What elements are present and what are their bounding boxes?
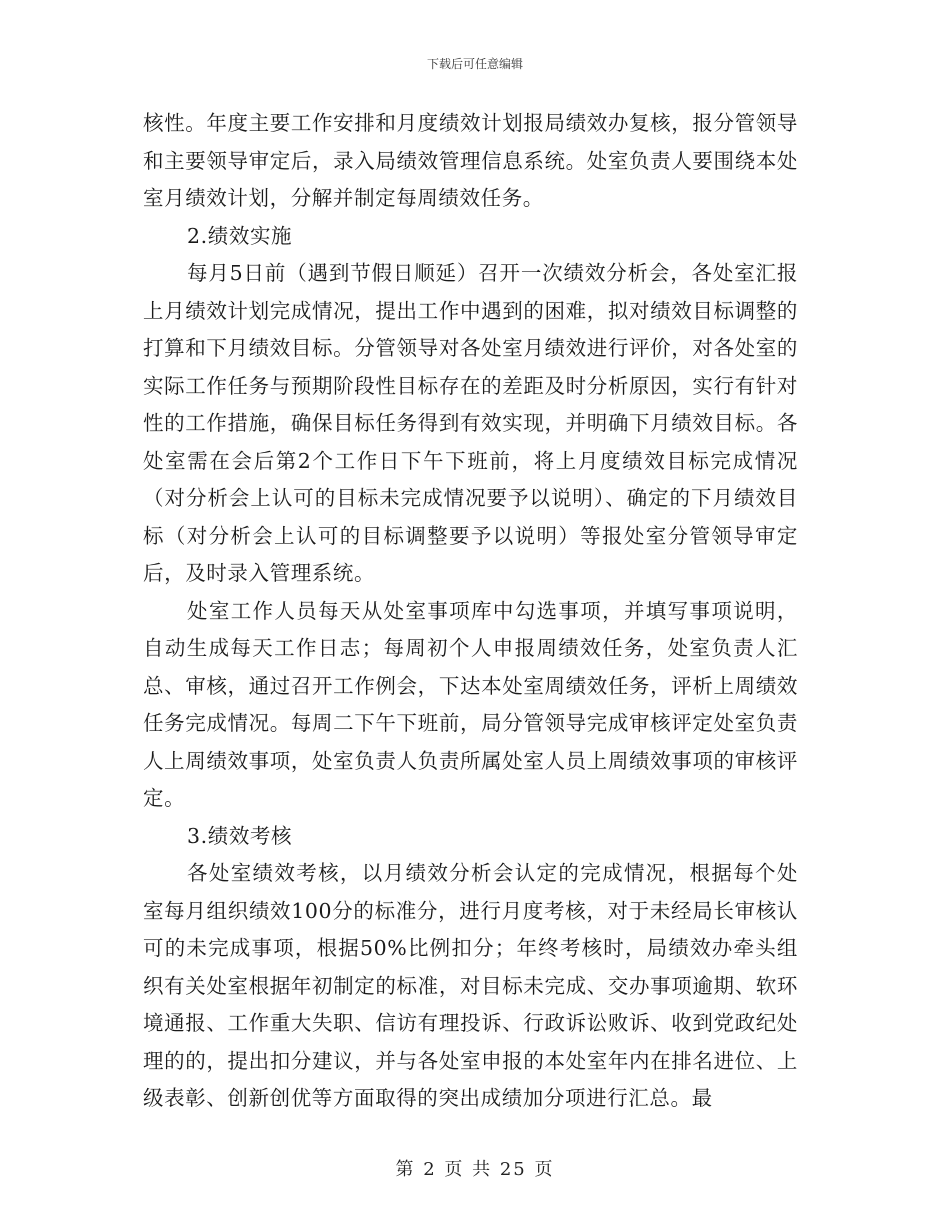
section-heading-assessment: 3.绩效考核 [187, 823, 293, 848]
paragraph-2: 每月5日前（遇到节假日顺延）召开一次绩效分析会，各处室汇报上月绩效计划完成情况，提出工作中遇到的困难，拟对绩效目标调整的打算和下月绩效目标。分管领导对各处室月绩效进行评价，对各处室的实际工作任务与预期阶段性目标存在的差距及时分析原因，实行有针对性的工作措施，确保目标任务得到有效实现，并明确下月绩效目标。各处室需在会后第2个工作日下午下班前，将上月度绩效目标完成情况（对分析会上认可的目标未完成情况要予以说明）、确定的下月绩效目标（对分析会上认可的目标调整要予以说明）等报处室分管领导审定后，及时录入管理系统。 [143, 261, 798, 585]
document-body [143, 105, 798, 1118]
paragraph-4: 各处室绩效考核，以月绩效分析会认定的完成情况，根据每个处室每月组织绩效100分的标准分，进行月度考核，对于未经局长审核认可的未完成事项，根据50%比例扣分；年终考核时，局绩效办牵头组织有关处室根据年初制定的标准，对目标未完成、交办事项逾期、软环境通报、工作重大失职、信访有理投诉、行政诉讼败诉、收到党政纪处理的的，提出扣分建议，并与各处室申报的本处室年内在排名进位、上级表彰、创新创优等方面取得的突出成绩加分项进行汇总。最 [143, 861, 798, 1110]
page-number: 第 2 页 共 25 页 [395, 1159, 555, 1180]
section-heading-implementation: 2.绩效实施 [187, 223, 293, 248]
paragraph-3: 处室工作人员每天从处室事项库中勾选事项，并填写事项说明，自动生成每天工作日志；每周初个人申报周绩效任务，处室负责人汇总、审核，通过召开工作例会，下达本处室周绩效任务，评析上周绩效任务完成情况。每周二下午下班前，局分管领导完成审核评定处室负责人上周绩效事项，处室负责人负责所属处室人员上周绩效事项的审核评定。 [143, 598, 798, 810]
paragraph-1: 核性。年度主要工作安排和月度绩效计划报局绩效办复核，报分管领导和主要领导审定后，录入局绩效管理信息系统。处室负责人要围绕本处室月绩效计划，分解并制定每周绩效任务。 [143, 111, 798, 210]
page-header: 下载后可任意编辑 [426, 57, 523, 71]
